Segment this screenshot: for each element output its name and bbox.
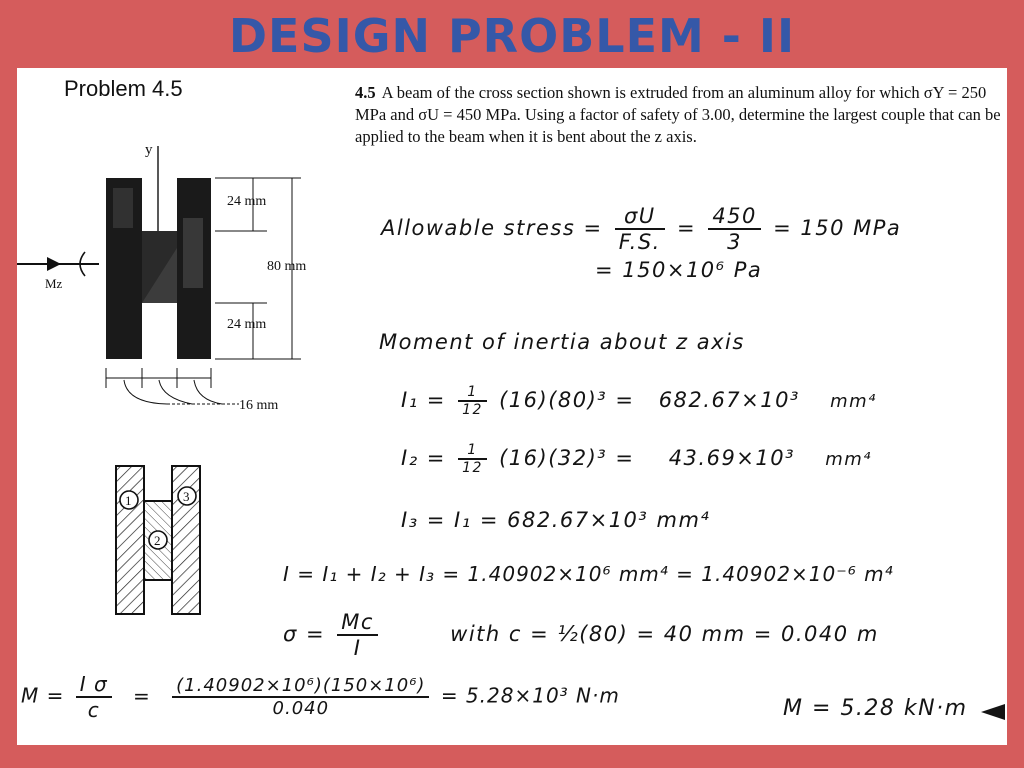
- problem-label: Problem 4.5: [64, 76, 183, 101]
- i2-line: I₂ = $\frac{1}{12}$ (16)(32)³ = 43.69×10³ mm⁴: [401, 442, 873, 476]
- dim-width: 16 mm: [239, 398, 279, 413]
- problem-text: A beam of the cross section shown is extruded from an aluminum alloy for which σY = 250 MPa and σU = 450 MPa. Using a factor of safety of 3.00, determine the largest couple that can be applied to the beam when it is bent about the z axis.: [355, 83, 1001, 146]
- part-label-2: 2: [154, 533, 161, 548]
- part-label-1: 1: [125, 493, 132, 508]
- sigma-line: σ = $\frac{Mc}{I}$ with c = ½(80) = 40 mm = 0.040 m: [283, 610, 879, 660]
- problem-number: 4.5: [355, 83, 376, 102]
- i3-line: I₃ = I₁ = 682.67×10³ mm⁴: [401, 508, 711, 532]
- cross-section-figure: [17, 128, 337, 628]
- moment-line: M = $\frac{\text{I σ}}{c}$ = $\frac{\text{(1.40902×10⁶)(150×10⁶)}}{0.040}$ = 5.28×10³ N·m: [21, 672, 620, 722]
- dim-total: 80 mm: [267, 259, 307, 274]
- allowable-label: Allowable stress =: [381, 216, 603, 240]
- i1-line: I₁ = $\frac{1}{12}$ (16)(80)³ = 682.67×10³ mm⁴: [401, 384, 877, 418]
- allowable-result: = 150 MPa: [773, 216, 902, 240]
- moment-heading: Moment of inertia about z axis: [379, 330, 745, 354]
- problem-statement: [355, 82, 1003, 148]
- y-axis-label: y: [145, 142, 153, 158]
- final-answer: M = 5.28 kN·m: [783, 696, 968, 721]
- slide-title: DESIGN PROBLEM - II: [228, 9, 796, 63]
- part-label-3: 3: [183, 489, 190, 504]
- dim-top: 24 mm: [227, 194, 267, 209]
- dim-bottom: 24 mm: [227, 317, 267, 332]
- 450-over-3: $\frac{450}{3}$: [708, 204, 761, 254]
- answer-arrow-icon: [981, 702, 1005, 722]
- i-total-line: I = I₁ + I₂ + I₃ = 1.40902×10⁶ mm⁴ = 1.40902×10⁻⁶ m⁴: [283, 562, 894, 586]
- decomposition-sketch: [116, 466, 200, 614]
- allowable-stress-line: Allowable stress = $\frac{\sigma U}{F.S.}$ = $\frac{450}{3}$ = 150 MPa: [381, 204, 902, 254]
- moment-label: Mz: [45, 276, 63, 291]
- allowable-pa: = 150×10⁶ Pa: [595, 258, 763, 282]
- su-over-fs: $\frac{\sigma U}{F.S.}$: [615, 204, 665, 254]
- content-panel: [17, 68, 1007, 745]
